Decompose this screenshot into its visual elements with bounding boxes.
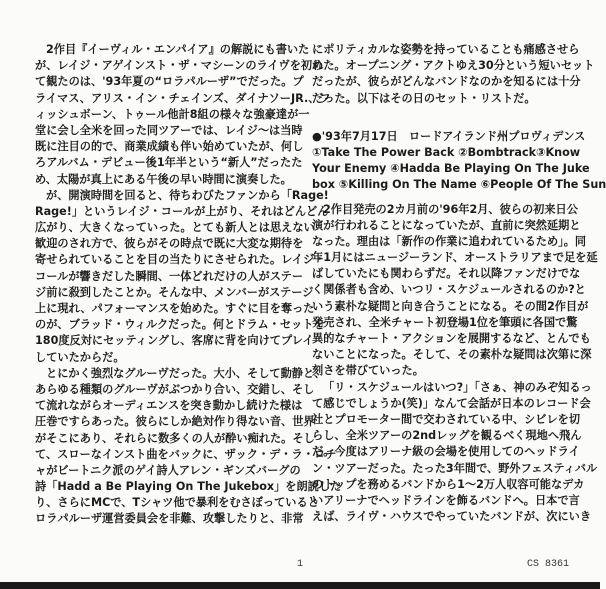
text-line: 詩「Hadd a Be Playing On The Jukebox」を朗読した [35,480,342,494]
scan-edge [0,582,600,589]
text-line: り、さらにMCで、Tシャツ他で暴利をむさぼっていると [35,496,319,510]
spacer [312,194,574,202]
text-line: め、太陽が真上にある午後の早い時間に演奏した。 [35,172,292,186]
setlist-line: ①Take The Power Back ②Bombtrack③Know [312,145,581,159]
paragraph [312,380,598,526]
text-line: ジ前に殺到したことか。そんな中、メンバーがステージ [35,285,314,299]
catalog-number: CS 8361 [527,559,570,570]
text-line: く関係者も含め、いつリ・スケジュールされるのか?と [312,283,586,297]
text-line: ないことになった。そして、その素朴な疑問は次第に深 [312,348,592,362]
text-line: 刻さを帯びていった。 [312,364,424,378]
text-line: Rage!」というレイジ・コールが上がり、それはどんどん [35,204,329,218]
text-line: がそこにあり、それらに数多くの人が酔い痴れた。そし [35,431,315,445]
text-line: だったが、彼らがどんなバンドなのかを知るには十分 [312,75,581,89]
text-line: 180度反対にセッティングし、客席に背を向けてプレイ [35,334,314,348]
text-line: 2作目『イーヴィル・エンパイア』の解説にも書いた [46,43,310,56]
text-line: て観たのは、'93年夏の“ロラパルーザ”でだった。プ [35,75,304,89]
text-line: 圧巻ですらあった。彼らにしか絶対作り得ない音、世界 [35,415,315,429]
text-line: らし、全米ツアーの2ndレッグを観るべく現地へ飛ん [312,429,582,443]
paragraph [35,188,329,366]
text-line: ャがビートニク派のゲイ詩人アレン・ギンズバーグの [35,463,301,477]
text-line: ろアルバム・デビュー後1年半という“新人”だったた [35,156,303,170]
text-line: コールが響きだした瞬間、一体どれだけの人がステー [35,269,304,283]
text-line: れた。オープニング・アクトゆえ30分という短いセット [312,59,595,73]
text-line: 歓迎のされ方で、彼らがその時点で既に大変な期待を [35,237,304,251]
text-line: だった。以下はその日のセット・リストだ。 [312,91,536,105]
text-line: ばしていたにも関わらずだ。それ以降ファンだけでな [312,267,581,281]
text-line: ィッシュボーン、トゥール他計8組の様々な強豪達が一 [35,107,310,121]
text-line: だ。今度はアリーナ級の会場を使用してのヘッドライ [312,445,580,459]
text-line: が、開演時間を回ると、待ちわびたファンから「Rage! [46,188,329,202]
text-line: 2作目発売の2カ月前の'96年2月、彼らの初来日公 [323,202,578,216]
text-line: 既に注目の的で、商業成績も伴い始めていたが、何し [35,140,304,154]
spacer [312,107,574,129]
paragraph [35,366,342,528]
text-line: ロラパルーザ運営委員会を非難、攻撃したりと、非常 [35,512,304,526]
text-line: 広がり、大きくなっていった。とても新人とは思えない [35,221,315,235]
text-line: 堂に会し全米を回った同ツアーでは、レイジ～は当時 [35,123,303,137]
setlist [312,129,606,194]
text-line: ライマス、アリス・イン・チェインズ、ダイナソーJR.、フ [35,91,331,105]
text-line: とにかく強烈なグルーヴだった。大小、そして動静と、 [46,366,326,380]
setlist-header: ●'93年7月17日 ロードアイランド州プロヴィデンス [312,129,586,143]
text-line: て流れながらオーディエンスを突き動かし続けた様は [35,399,303,413]
left-text-column [35,42,342,528]
body-paragraphs [312,202,598,526]
page-number: 1 [297,559,304,570]
text-line: のが、ブラッド・ウィルクだった。何とドラム・セットを [35,318,325,332]
text-line: のトップを務めるバンドから1～2万人収容可能なデカ [312,477,585,491]
text-line: 上に現れ、パフォーマンスを始めた。すぐに目を奪った [35,302,315,315]
setlist-line: box ⑤Killing On The Name ⑥People Of The Sun [312,178,606,192]
text-line: えば、ライヴ・ハウスでやっていたバンドが、次にいき [312,510,592,524]
text-line: 演が行われることになっていたが、直前に突然延期と [312,218,581,232]
text-line: いアリーナでヘッドラインを飾るバンドへ。日本で言 [312,493,580,507]
text-line: て感じでしょうか(笑)」なんて会話が日本のレコード会 [312,396,591,410]
text-line: 発売され、全米チャート初登場1位を筆頭に各国で驚 [312,315,578,329]
text-line: にポリティカルな姿勢を持っていることも痛感させら [312,43,580,56]
text-line: していたからだ。 [35,350,125,364]
right-text-column [312,42,606,525]
text-line: 「リ・スケジュールはいつ?」「さぁ、神のみぞ知るっ [323,380,592,394]
paragraph [312,202,598,380]
text-line: 異的なチャート・アクションを展開するなど、とんでも [312,332,591,345]
setlist-line: Your Enemy ④Hadda Be Playing On The Juke [312,162,590,176]
text-line: 社とプロモーター間で交わされている中、シビレを切 [312,412,581,426]
text-line: 年1月にはニュージーランド、オーストラリアまで足を延 [312,251,598,265]
text-line: 寄せられていることを目の当たりにさせられた。レイジ・ [35,253,326,267]
text-line: あらゆる種類のグルーヴがぶつかり合い、交錯し、そし [35,382,315,396]
paragraph [35,42,331,188]
text-line: て、スローなインスト曲をバックに、ザック・デ・ラ・ロチ [35,447,337,461]
intro-paragraph [312,42,595,107]
text-line: いう素朴な疑問と向き合うことになる。その間2作目が [312,299,589,313]
text-line: ン・ツアーだった。たった3年間で、野外フェスティバル [312,461,598,475]
text-line: が、レイジ・アゲインスト・ザ・マシーンのライヴを初め [35,59,324,73]
text-line: なった。理由は「新作の作業に追われているため」。同 [312,234,587,248]
